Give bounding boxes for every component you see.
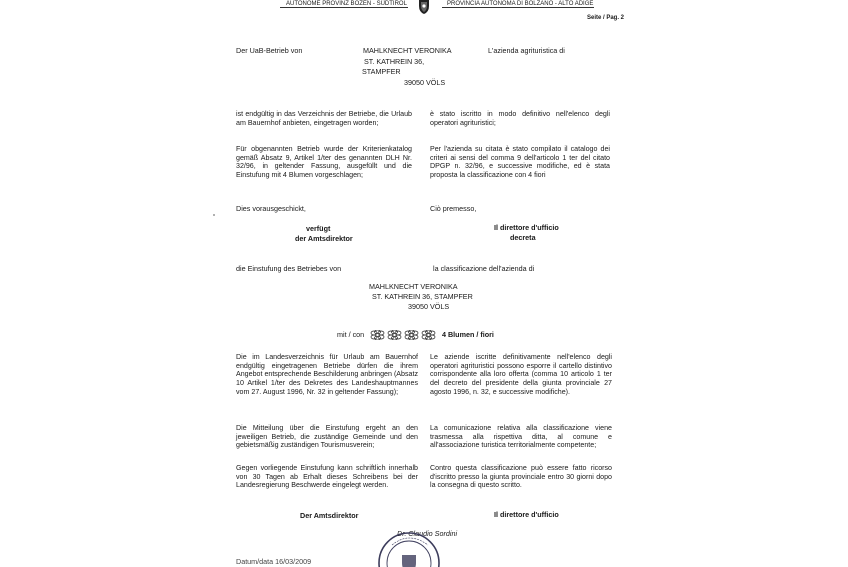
classification-it: la classificazione dell'azienda di	[433, 264, 535, 273]
signatory-name: Dr. Claudio Sordini	[397, 529, 458, 538]
intro-city: 39050 VÖLS	[404, 78, 446, 87]
intro-locality: STAMPFER	[362, 67, 401, 76]
flower-icon	[404, 330, 419, 340]
criteria-text-de: Für obgenannten Betrieb wurde der Kriterienkatalog gemäß Absatz 9, Artikel 1/ter des genannten DLH Nr. 32/96, in geltender Fassung, ausgefüllt und die Einstufung mit 4 Blumen vorgeschlagen;	[236, 145, 412, 180]
flower-icon	[370, 330, 385, 340]
classification-de: die Einstufung des Betriebes von	[236, 264, 342, 273]
sign-text-de: Die im Landesverzeichnis für Urlaub am Bauernhof endgültig eingetragenen Betriebe dürfen die ihrem Angebot entsprechende Beschilderung anbringen (Absatz 10 Artikel 1/ter des Dekretes des Landeshauptmannes vom 27. August 1996, Nr. 32 in geltender Fassung);	[236, 353, 418, 396]
appeal-text-de: Gegen vorliegende Einstufung kann schriftlich innerhalb von 30 Tagen ab Erhalt dieses Schreibens bei der Landesregierung Beschwerde eingelegt werden.	[236, 464, 418, 490]
sign-text-it: Le aziende iscritte definitivamente nell'elenco degli operatori agrituristici possono esporre il cartello distintivo corrispondente alla loro offerta (comma 10 articolo 1 ter del decreto del presidente della giunta provinciale 27 agosto 1996, n. 32, e successive modifiche).	[430, 353, 612, 396]
notice-text-de: Die Mitteilung über die Einstufung ergeht an den jeweiligen Betrieb, die zuständige Gemeinde und den gebietsmäßig zuständigen Tourismusverein;	[236, 424, 418, 450]
signature-title-it: Il direttore d'ufficio	[494, 510, 559, 519]
coat-of-arms-icon	[413, 0, 435, 14]
registered-text-it: è stato iscritto in modo definitivo nell'elenco degli operatori agrituristici;	[430, 110, 610, 127]
official-stamp-seal	[372, 527, 446, 567]
notice-text-it: La comunicazione relativa alla classificazione viene trasmessa alla rispettiva ditta, al comune e all'associazione turistica territorialmente competente;	[430, 424, 612, 450]
decree-de-verb: verfügt	[306, 224, 331, 233]
decree-de-authority: der Amtsdirektor	[295, 234, 353, 243]
classification-city: 39050 VÖLS	[408, 302, 450, 311]
criteria-text-it: Per l'azienda su citata è stato compilato il catalogo dei criteri ai sensi del comma 9 dell'articolo 1 ter del citato DPGP n. 32/96, e successive modifiche, ed è stata proposta la classificazione con 4 fiori	[430, 145, 610, 180]
rating-text: 4 Blumen / fiori	[442, 330, 494, 339]
flower-rating	[369, 326, 437, 338]
page-number: Seite / Pag. 2	[587, 15, 625, 21]
premise-de: Dies vorausgeschickt,	[236, 204, 306, 213]
document-date: Datum/data 16/03/2009	[236, 557, 312, 566]
intro-label-de: Der UaB-Betrieb von	[236, 46, 303, 55]
registered-text-de: ist endgültig in das Verzeichnis der Betriebe, die Urlaub am Bauernhof anbieten, eingetragen worden;	[236, 110, 412, 127]
header-authority-it: PROVINCIA AUTONOMA DI BOLZANO - ALTO ADIGE	[447, 1, 594, 7]
intro-street: ST. KATHREIN 36,	[364, 57, 425, 66]
intro-label-it: L'azienda agrituristica di	[488, 46, 565, 55]
flower-icon	[421, 330, 436, 340]
decree-it-verb: decreta	[510, 233, 536, 242]
decree-it-authority: Il direttore d'ufficio	[494, 223, 559, 232]
header-authority-de: AUTONOME PROVINZ BOZEN - SÜDTIROL	[286, 1, 407, 7]
premise-it: Ciò premesso,	[430, 204, 477, 213]
flower-icon	[387, 330, 402, 340]
signature-title-de: Der Amtsdirektor	[300, 511, 359, 520]
scan-speck	[213, 214, 215, 216]
intro-farm-name: MAHLKNECHT VERONIKA	[363, 46, 452, 55]
appeal-text-it: Contro questa classificazione può essere fatto ricorso d'iscritto presso la giunta provinciale entro 30 giorni dopo la consegna di questo scritto.	[430, 464, 612, 490]
classification-address: ST. KATHREIN 36, STAMPFER	[372, 292, 473, 301]
classification-farm-name: MAHLKNECHT VERONIKA	[369, 282, 458, 291]
mit-con-label: mit / con	[337, 330, 365, 339]
